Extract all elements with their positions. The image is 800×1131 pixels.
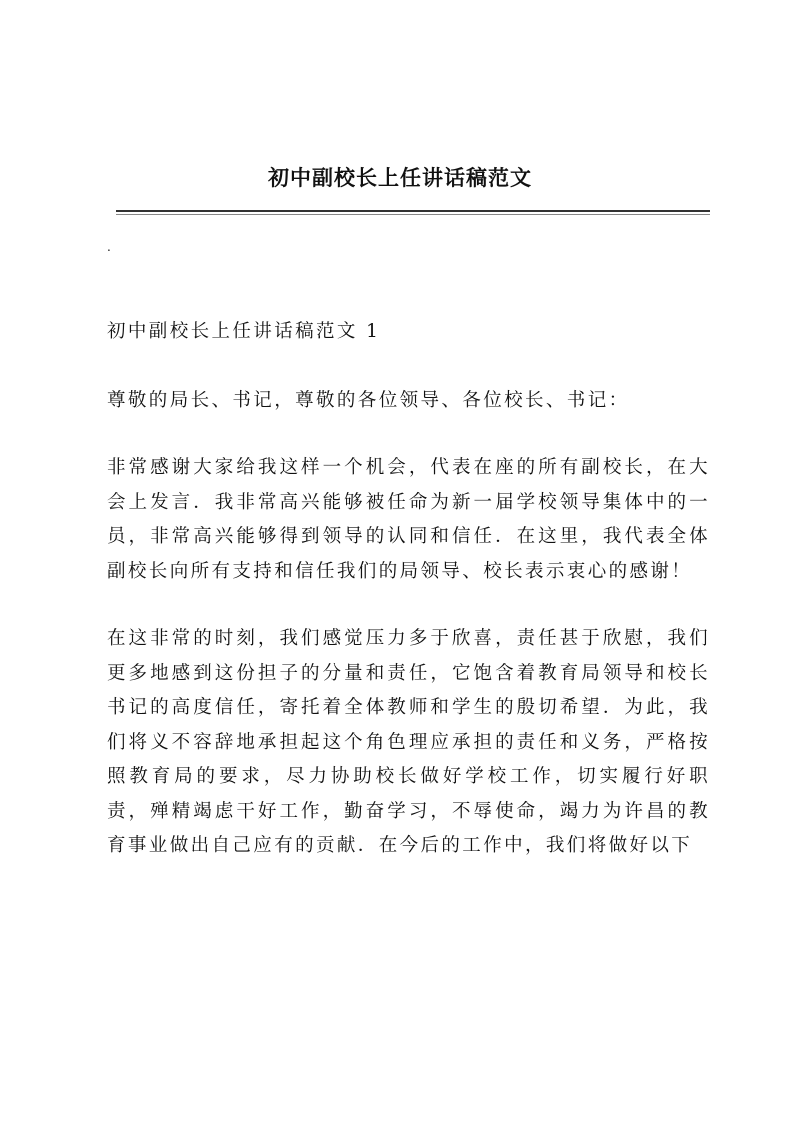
body-paragraph: 非常感谢大家给我这样一个机会，代表在座的所有副校长，在大会上发言．我非常高兴能够被任命为新一届学校领导集体中的一员，非常高兴能够得到领导的认同和信任．在这里，我代表全体副校长向所有支持和信任我们的局领导、校长表示衷心的感谢！	[107, 457, 710, 582]
salutation-paragraph: 尊敬的局长、书记，尊敬的各位领导、各位校长、书记：	[107, 389, 630, 411]
document-title: 初中副校长上任讲话稿范文	[268, 165, 532, 190]
dot-mark: .	[107, 240, 111, 254]
document-body	[107, 315, 710, 897]
section-heading: 初中副校长上任讲话稿范文 1	[107, 321, 381, 342]
title-divider	[116, 210, 710, 212]
body-paragraph: 在这非常的时刻，我们感觉压力多于欣喜，责任甚于欣慰，我们更多地感到这份担子的分量和责任，它饱含着教育局领导和校长书记的高度信任，寄托着全体教师和学生的殷切希望．为此，我们将义不容辞地承担起这个角色理应承担的责任和义务，严格按照教育局的要求，尽力协助校长做好学校工作，切实履行好职责，殚精竭虑干好工作，勤奋学习，不辱使命，竭力为许昌的教育事业做出自己应有的贡献．在今后的工作中，我们将做好以下	[107, 628, 710, 856]
